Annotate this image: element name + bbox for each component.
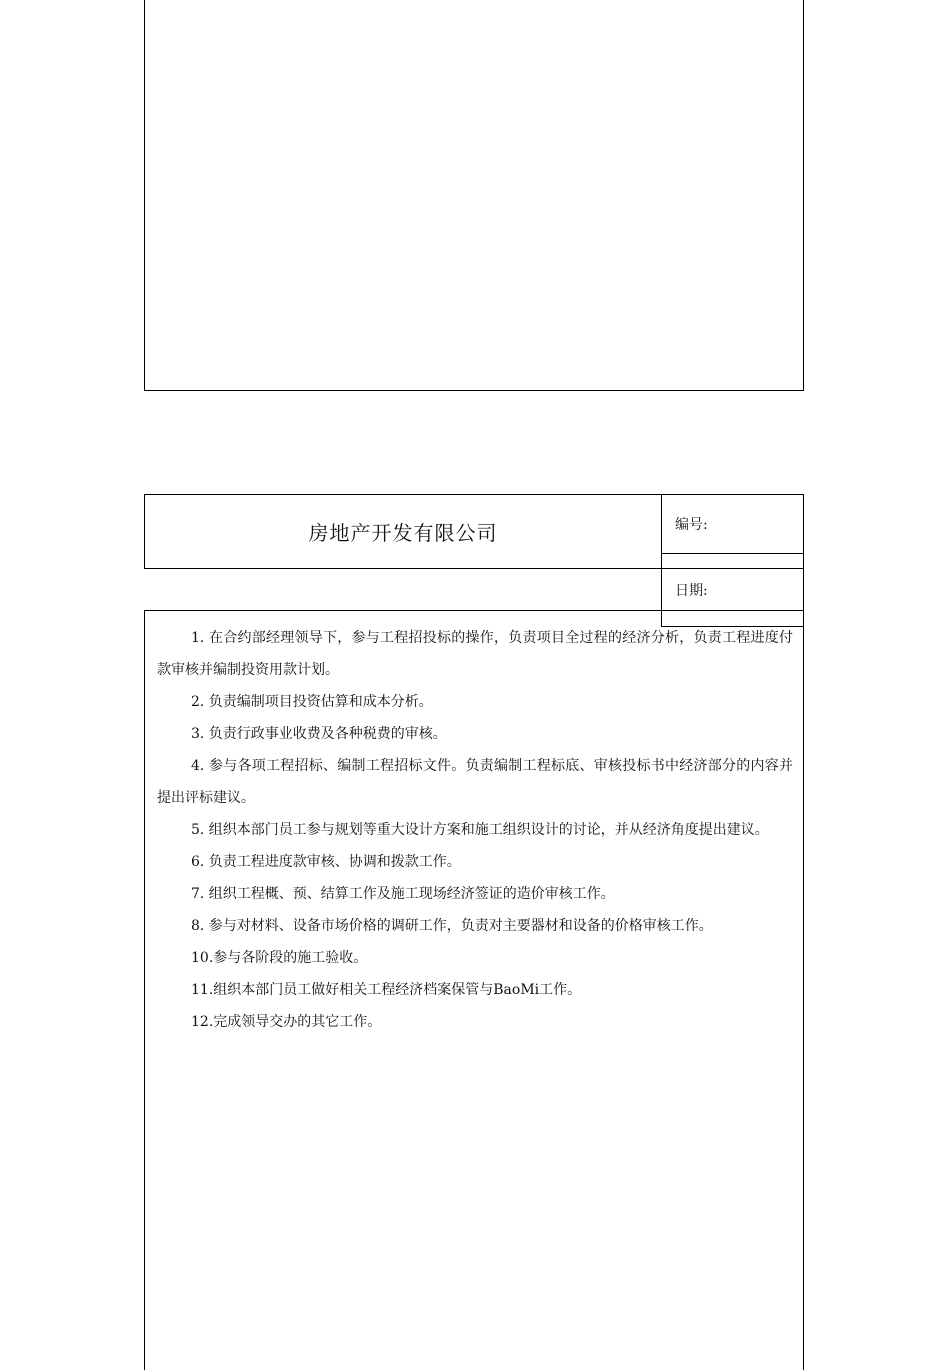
number-cell — [661, 494, 804, 554]
duty-item: 7. 组织工程概、预、结算工作及施工现场经济签证的造价审核工作。 — [191, 886, 615, 902]
duty-item: 2. 负责编制项目投资估算和成本分析。 — [191, 694, 433, 710]
duty-list — [157, 622, 793, 1038]
duty-item: 12.完成领导交办的其它工作。 — [191, 1014, 382, 1030]
company-name: 房地产开发有限公司 — [308, 521, 498, 545]
number-value-cell — [661, 553, 804, 569]
company-title-cell — [144, 494, 662, 569]
duty-item: 1. 在合约部经理领导下，参与工程招投标的操作，负责项目全过程的经济分析，负责工程进度付款审核并编制投资用款计划。 — [157, 630, 793, 678]
date-cell — [661, 568, 804, 611]
duty-item: 11.组织本部门员工做好相关工程经济档案保管与BaoMi工作。 — [191, 982, 582, 998]
duty-item: 6. 负责工程进度款审核、协调和拨款工作。 — [191, 854, 461, 870]
duty-item: 4. 参与各项工程招标、编制工程招标文件。负责编制工程标底、审核投标书中经济部分的内容并提出评标建议。 — [157, 758, 793, 806]
duty-item: 5. 组织本部门员工参与规划等重大设计方案和施工组织设计的讨论，并从经济角度提出建议。 — [191, 822, 769, 838]
previous-form-box — [144, 0, 804, 391]
duty-item: 8. 参与对材料、设备市场价格的调研工作，负责对主要器材和设备的价格审核工作。 — [191, 918, 713, 934]
duty-item: 3. 负责行政事业收费及各种税费的审核。 — [191, 726, 447, 742]
date-label: 日期: — [675, 582, 708, 599]
number-label: 编号: — [675, 517, 708, 533]
duty-item: 10.参与各阶段的施工验收。 — [191, 950, 368, 966]
duties-content-box — [144, 610, 804, 1370]
